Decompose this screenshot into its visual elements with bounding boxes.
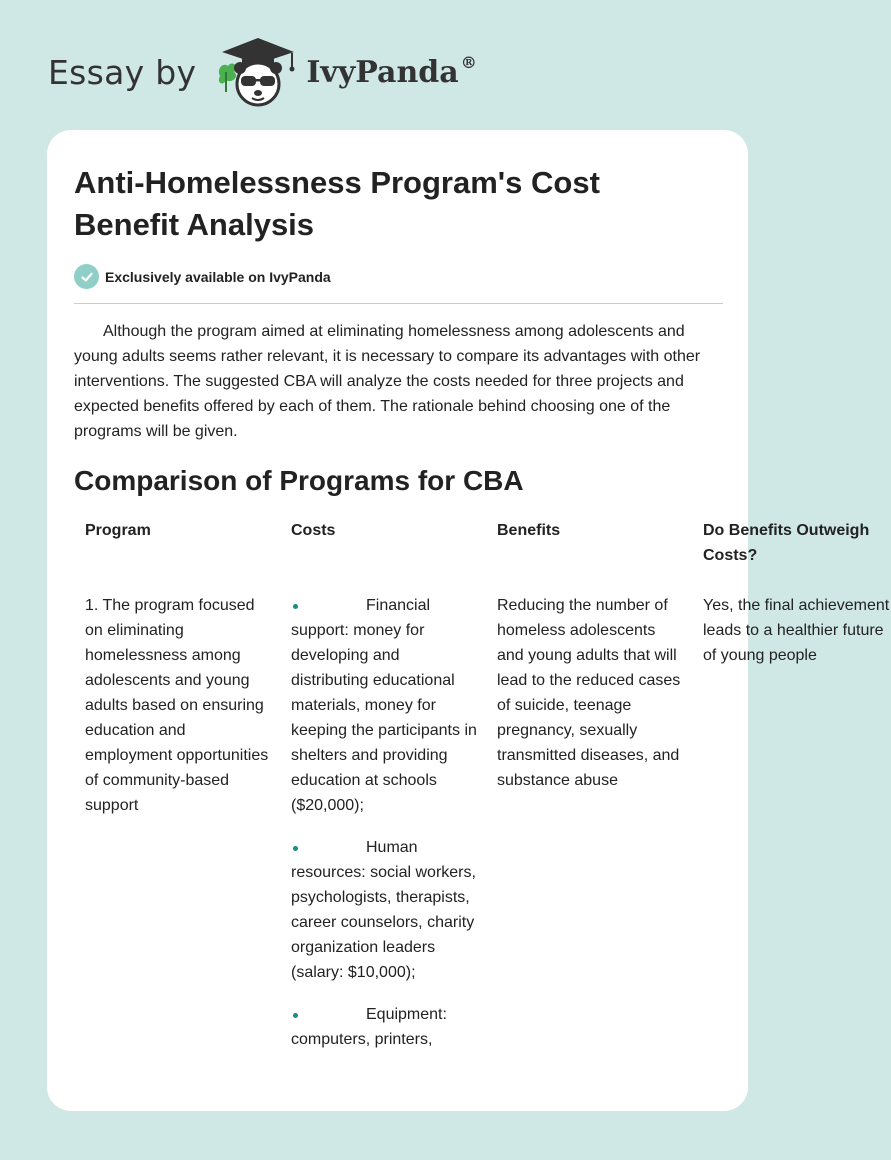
brand-header — [48, 36, 477, 108]
article-card — [47, 130, 890, 1111]
panda-logo-icon[interactable] — [214, 36, 302, 108]
table-cell-benefits: Reducing the number of homeless adolescents and young adults that will lead to the reduced cases of suicide, teenage pregnancy, sexually transmitted diseases, and substance abuse — [497, 597, 681, 789]
cost-bullet-item — [291, 1002, 479, 1052]
cost-bullet-item — [291, 593, 479, 818]
brand-prefix: Essay by — [48, 52, 197, 92]
column-program — [85, 518, 273, 818]
checkmark-icon — [74, 264, 99, 289]
table-cell-program: 1. The program focused on eliminating homelessness among adolescents and young adults based on ensuring education and employment opportunities of community-based support — [85, 597, 269, 814]
bullet-icon — [293, 604, 298, 609]
intro-paragraph: Although the program aimed at eliminating homelessness among adolescents and young adults seems rather relevant, it is necessary to compare its advantages with other interventions. The suggested CBA will analyze the costs needed for three projects and expected benefits offered by each of them. The rationale behind choosing one of the programs will be given. — [74, 323, 701, 440]
cost-bullet-item — [291, 835, 479, 985]
table-cell-costs — [291, 593, 479, 1052]
table-header-benefits: Benefits — [497, 522, 561, 539]
column-benefits — [497, 518, 685, 793]
brand-name-text[interactable]: IvyPanda — [306, 54, 459, 90]
cost-bullet-text: Equipment: computers, printers, — [291, 1006, 447, 1048]
table-header-costs: Costs — [291, 522, 336, 539]
column-costs — [291, 518, 479, 1069]
brand-name[interactable] — [306, 52, 477, 90]
table-header-outweigh: Do Benefits Outweigh Costs? — [703, 522, 870, 564]
section-heading: Comparison of Programs for CBA — [74, 465, 524, 496]
cost-bullet-text: Human resources: social workers, psychologists, therapists, career counselors, charity organization leaders (salary: $10,000); — [291, 839, 476, 981]
exclusive-badge — [74, 264, 331, 289]
bullet-icon — [293, 846, 298, 851]
page-title: Anti-Homelessness Program's Cost Benefit Analysis — [74, 165, 600, 242]
bullet-icon — [293, 1013, 298, 1018]
cost-bullet-text: Financial support: money for developing and distributing educational materials, money for keeping the participants in shelters and providing education at schools ($20,000); — [291, 597, 477, 814]
registered-mark: ® — [460, 52, 477, 72]
badge-text: Exclusively available on IvyPanda — [105, 268, 331, 285]
table-header-program: Program — [85, 522, 151, 539]
column-outweigh — [703, 518, 891, 668]
divider — [74, 303, 723, 304]
table-cell-outweigh: Yes, the final achievement leads to a healthier future of young people — [703, 597, 890, 664]
